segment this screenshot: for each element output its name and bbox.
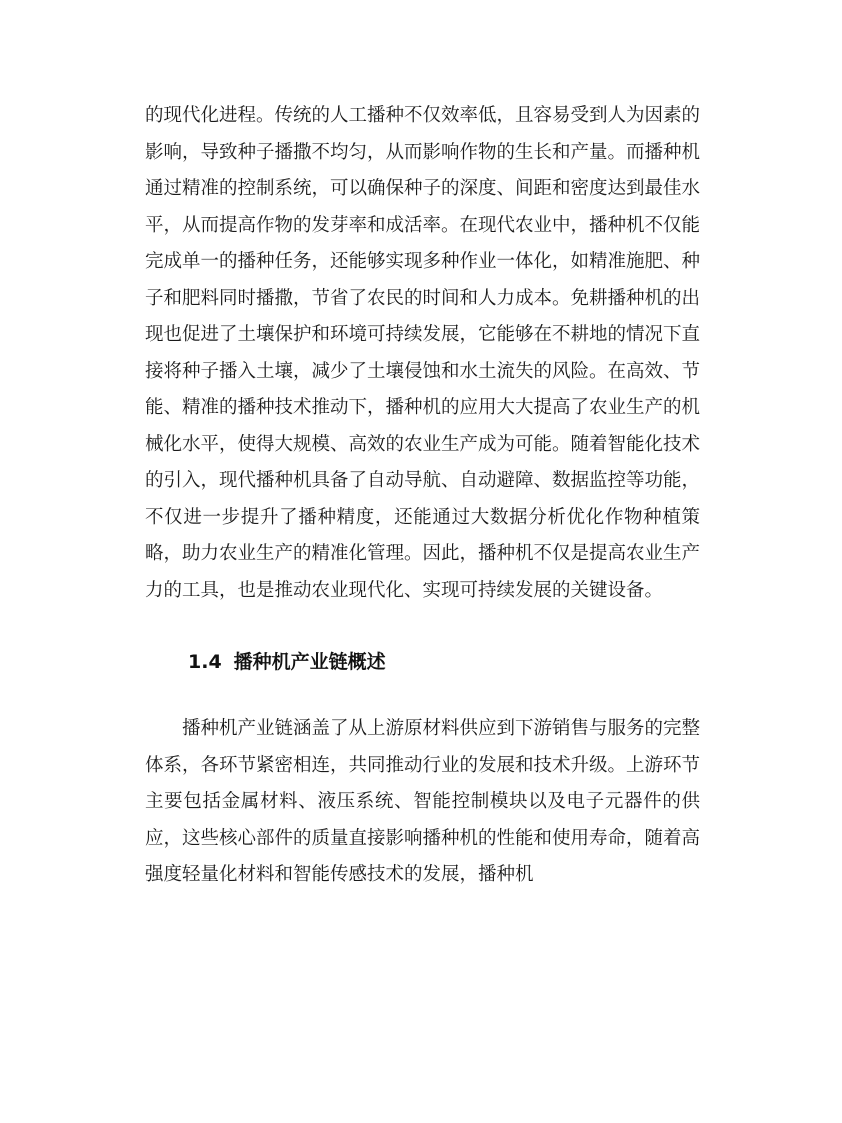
section-title: 播种机产业链概述 — [233, 651, 386, 673]
section-heading — [188, 647, 700, 677]
page-content — [145, 98, 700, 894]
body-paragraph-continued: 的现代化进程。传统的人工播种不仅效率低，且容易受到人为因素的影响，导致种子播撒不均匀，从而影响作物的生长和产量。而播种机通过精准的控制系统，可以确保种子的深度、间距和密度达到最佳水平，从而提高作物的发芽率和成活率。在现代农业中，播种机不仅能完成单一的播种任务，还能够实现多种作业一体化，如精准施肥、种子和肥料同时播撒，节省了农民的时间和人力成本。免耕播种机的出现也促进了土壤保护和环境可持续发展，它能够在不耕地的情况下直接将种子播入土壤，减少了土壤侵蚀和水土流失的风险。在高效、节能、精准的播种技术推动下，播种机的应用大大提高了农业生产的机械化水平，使得大规模、高效的农业生产成为可能。随着智能化技术的引入，现代播种机具备了自动导航、自动避障、数据监控等功能，不仅进一步提升了播种精度，还能通过大数据分析优化作物种植策略，助力农业生产的精准化管理。因此，播种机不仅是提高农业生产力的工具，也是推动农业现代化、实现可持续发展的关键设备。 — [145, 105, 701, 601]
section-number: 1.4 — [188, 651, 222, 673]
body-paragraph: 播种机产业链涵盖了从上游原材料供应到下游销售与服务的完整体系，各环节紧密相连，共同推动行业的发展和技术升级。上游环节主要包括金属材料、液压系统、智能控制模块以及电子元器件的供应，这些核心部件的质量直接影响播种机的性能和使用寿命，随着高强度轻量化材料和智能传感技术的发展，播种机 — [145, 718, 701, 885]
